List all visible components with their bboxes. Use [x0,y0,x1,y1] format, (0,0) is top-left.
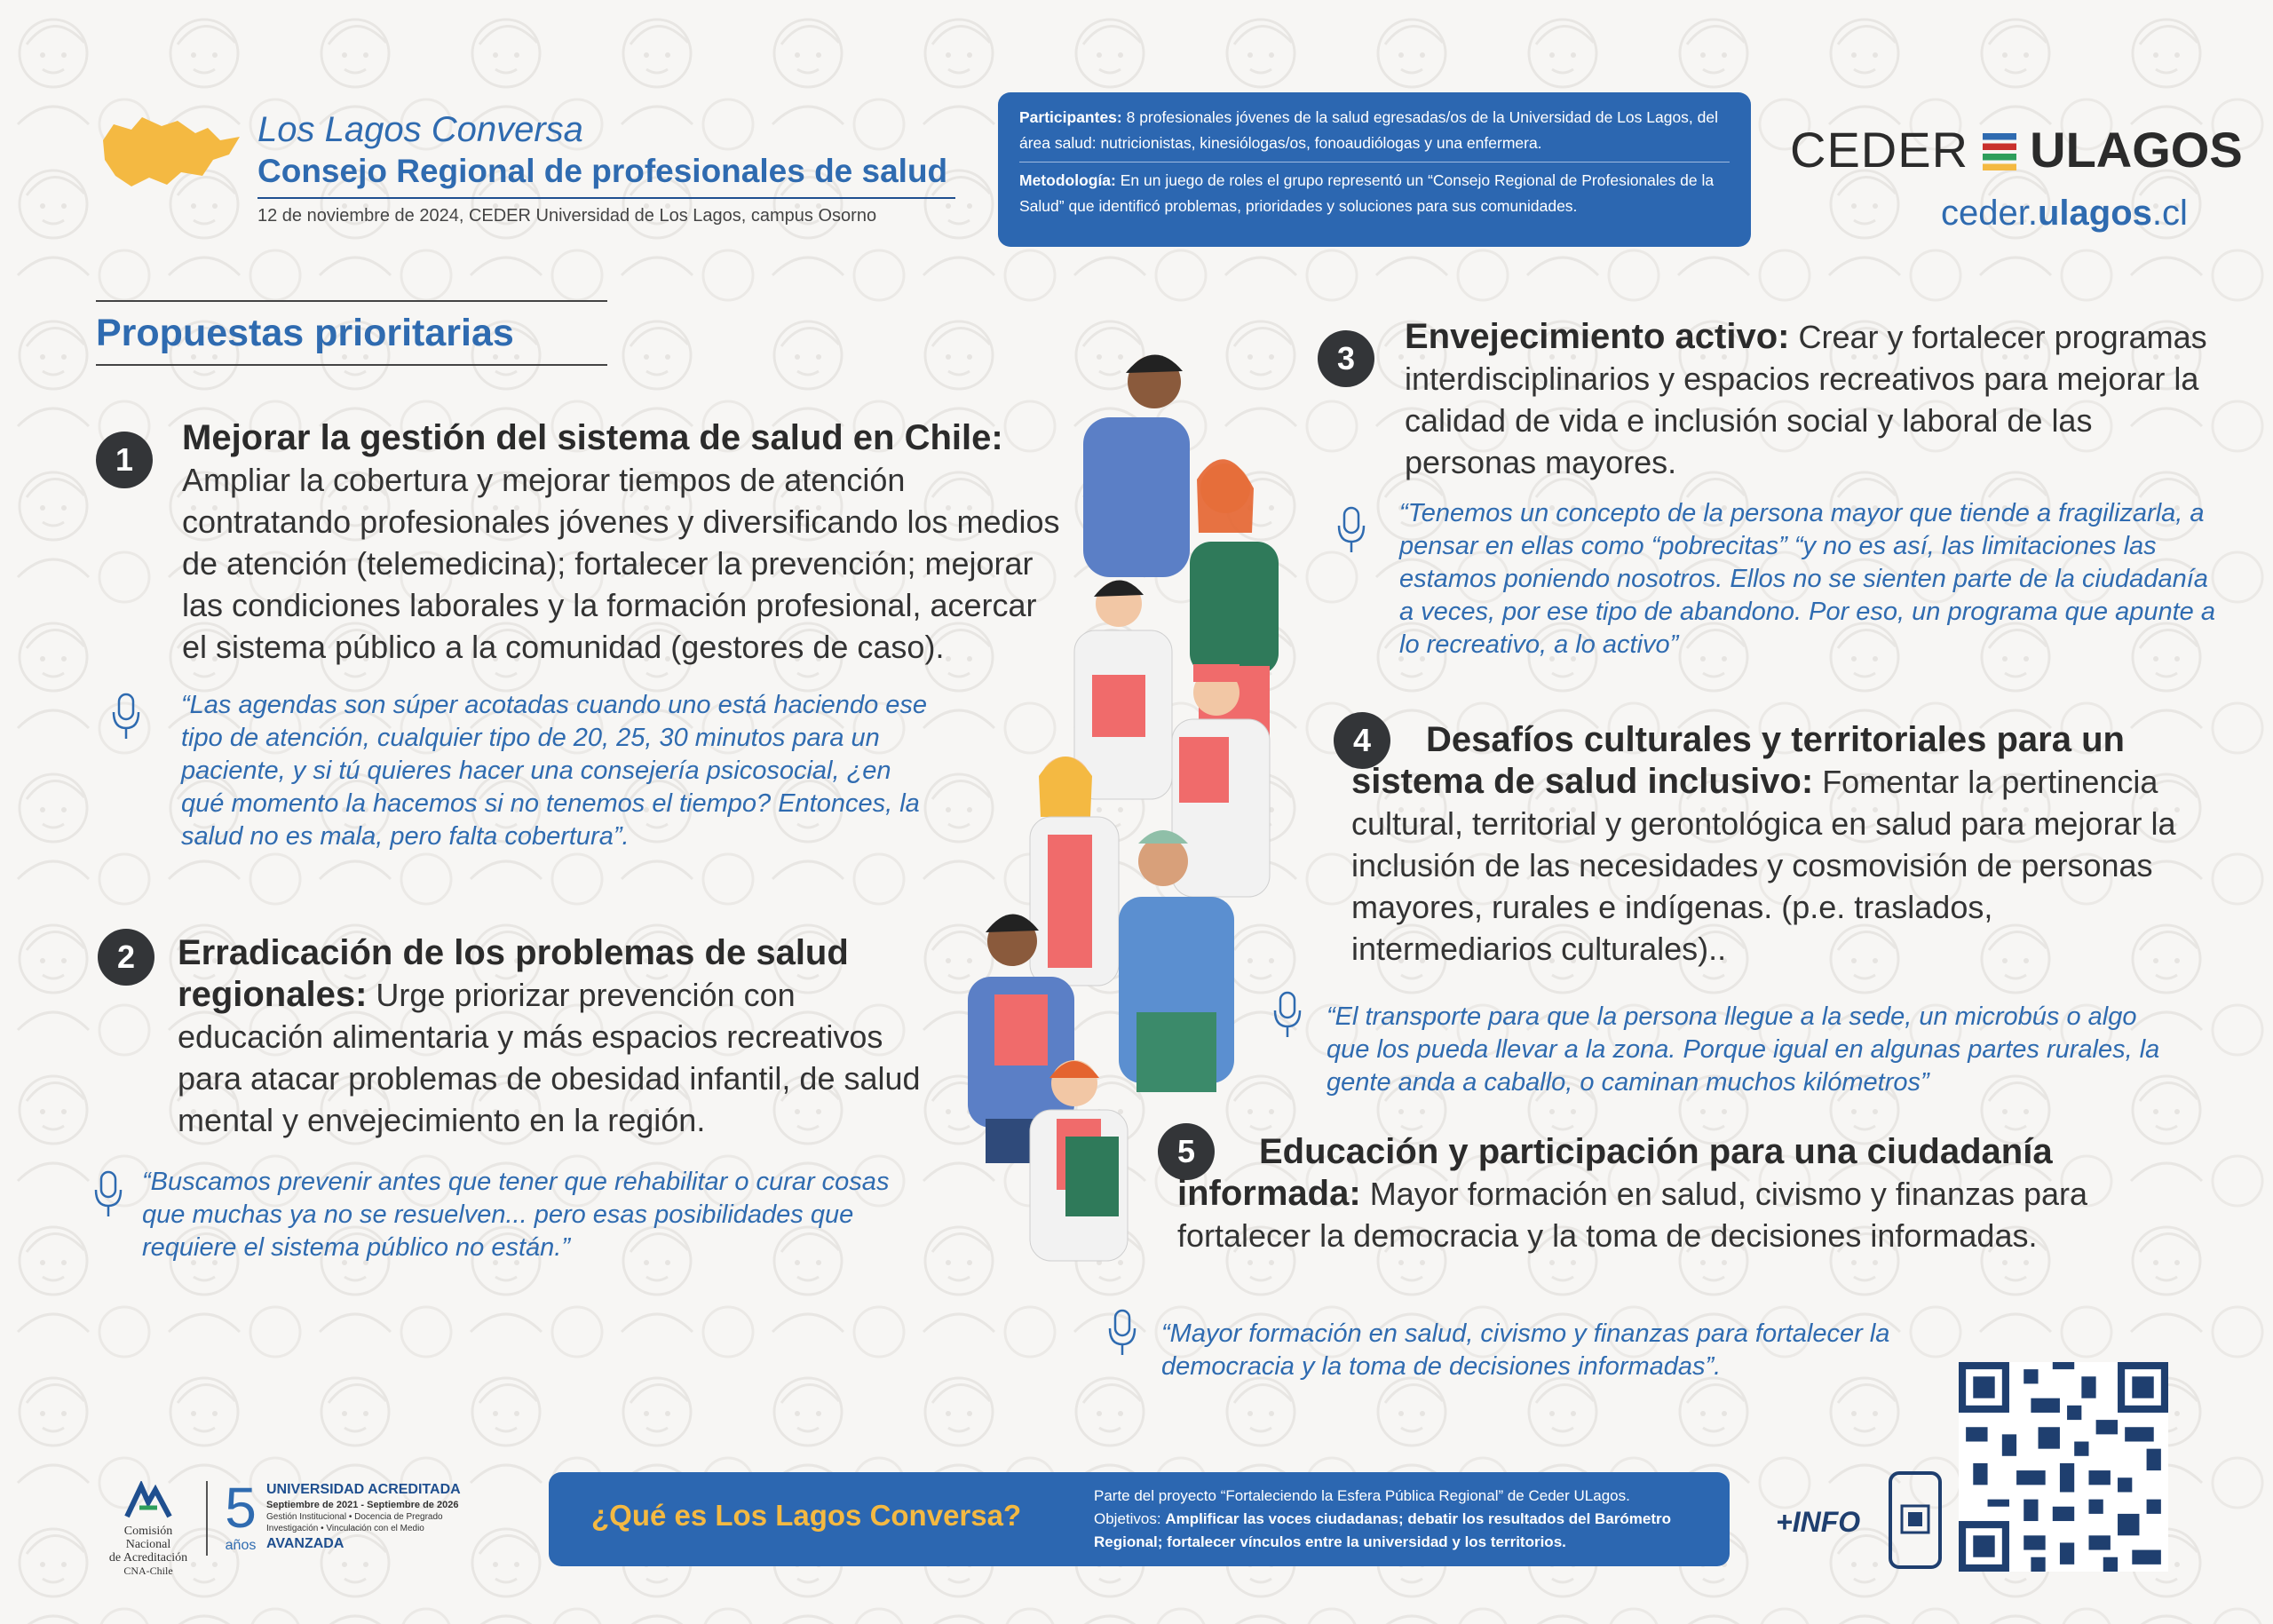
about-objectives-label: Objetivos: [1094,1510,1166,1527]
ceder-ulagos-logo [1790,122,2243,178]
doctor-figure [1083,354,1190,577]
proposal-1-title: Mejorar la gestión del sistema de salud en Chile: [182,418,1003,457]
participants-label: Participantes: [1019,108,1122,126]
proposal-4-text: Fomentar la pertinencia cultural, territorial y gerontológica en salud para mejorar la inclusión de las necesidades y cosmovisión de personas mayores, rurales e indígenas. (p.e. traslados, intermediarios culturales).. [1351,764,2176,967]
about-question: ¿Qué es Los Lagos Conversa? [591,1499,1022,1532]
proposal-1 [182,417,1070,668]
proposal-4-number: 4 [1334,712,1390,769]
doctor-figure [1074,580,1172,799]
proposal-3-title: Envejecimiento activo: [1405,317,1790,356]
proposal-2-title: Erradicación de los problemas de salud regionales: [178,933,849,1014]
qr-code[interactable] [1959,1362,2168,1572]
header-subtitle: Consejo Regional de profesionales de salud [257,153,948,189]
proposal-2 [178,932,923,1141]
logo-ceder: CEDER [1790,122,1969,178]
los-lagos-map-icon [96,114,245,190]
method-label: Metodología: [1019,171,1116,189]
proposal-3 [1405,316,2222,483]
microphone-icon [91,1170,126,1218]
proposal-3-quote: “Tenemos un concepto de la persona mayor que tiende a fragilizarla, a pensar en ellas como “pobrecitas” “y no es así, las limitaciones las estamos poniendo nosotros. Ellos no se sienten parte de la ciudadanía a veces, por ese tipo de abandono. Por eso, un programa que apunte a lo recreativo, a lo activo” [1399,499,2215,659]
method-text: En un juego de roles el grupo representó un “Consejo Regional de Profesionales de la Salud” que identificó problemas, prioridades y soluciones para sus comunidades. [1019,171,1715,215]
proposal-5-number: 5 [1158,1123,1215,1180]
proposal-5-quote: “Mayor formación en salud, civismo y finanzas para fortalecer la democracia y la toma de decisiones informadas”. [1161,1319,1890,1381]
proposal-4 [1351,719,2186,970]
proposal-3-number: 3 [1318,330,1374,387]
header-title: Los Lagos Conversa [257,110,583,149]
proposal-5 [1177,1131,2127,1256]
proposal-1-text: Ampliar la cobertura y mejorar tiempos de atención contratando profesionales jóvenes y diversificando los medios de atención (telemedicina); fortalecer la prevención; mejorar las condiciones laborales y la formación profesional, acercar el sistema público a la comunidad (gestores de caso). [182,462,1060,665]
proposal-2-text: Urge priorizar prevención con educación alimentaria y más espacios recreativos para atacar problemas de obesidad infantil, de salud mental y envejecimiento en la región. [178,977,921,1138]
proposal-2-number: 2 [98,929,154,986]
accreditation-divider [206,1481,208,1556]
accreditation-years: 5 años [225,1476,257,1553]
proposal-1-number: 1 [96,432,153,488]
proposal-4-quote: “El transporte para que la persona llegue a la sede, un microbús o algo que los pueda llevar a la zona. Porque igual en algunas partes rurales, la gente anda a caballo, o caminan muchos kilómetros” [1327,1002,2160,1097]
ceder-url[interactable]: ceder.ulagos.cl [1941,194,2188,233]
proposal-2-quote: “Buscamos prevenir antes que tener que rehabilitar o curar cosas que muchas ya no se resuelven... pero esas posibilidades que requiere el sistema público no están.” [142,1168,890,1262]
microphone-icon [1334,506,1369,554]
more-info-label[interactable]: +INFO [1776,1506,1861,1538]
proposal-5-title: Educación y participación para una ciudadanía informada: [1177,1132,2053,1213]
logo-ulagos: ULAGOS [2030,122,2243,178]
header-rule [257,197,955,199]
cna-logo: Comisión Nacional de Acreditación CNA-Chile [101,1481,195,1577]
participants-box [998,92,1751,247]
header-date: 12 de noviembre de 2024, CEDER Universidad de Los Lagos, campus Osorno [257,206,877,226]
proposal-1-quote: “Las agendas son súper acotadas cuando uno está haciendo ese tipo de atención, cualquier tipo de 20, 25, 30 minutos para un paciente, y si tú quieres hacer una consejería psicosocial, ¿en qué momento la hacemos si no tenemos el tiempo? Entonces, la salud no es mala, pero falta cobertura”. [181,691,928,851]
proposal-5-text: Mayor formación en salud, civismo y finanzas para fortalecer la democracia y la toma de decisiones informadas. [1177,1176,2088,1254]
phone-qr-icon [1888,1470,1943,1570]
cna-mark-icon [122,1481,175,1520]
accreditation-text: UNIVERSIDAD ACREDITADA Septiembre de 2021 - Septiembre de 2026 Gestión Institucional • Docencia de Pregrado Investigación • Vinculación con el Medio AVANZADA [266,1482,461,1551]
about-box [549,1472,1730,1566]
proposal-3-text: Crear y fortalecer programas interdisciplinarios y espacios recreativos para mejorar la calidad de vida e inclusión social y laboral de las personas mayores. [1405,319,2207,480]
proposal-4-title: Desafíos culturales y territoriales para un sistema de salud inclusivo: [1351,720,2125,801]
about-project: Parte del proyecto “Fortaleciendo la Esfera Pública Regional” de Ceder ULagos. [1094,1487,1630,1504]
participants-text: 8 profesionales jóvenes de la salud egresadas/os de la Universidad de Los Lagos, del área salud: nutricionistas, kinesiólogas/os, fonoaudiólogas y una enfermera. [1019,108,1719,152]
logo-stripes-icon [1983,133,2016,170]
microphone-icon [108,693,144,741]
section-rule-bottom [96,364,607,366]
about-objectives-text: Amplificar las voces ciudadanas; debatir los resultados del Barómetro Regional; fortalecer vínculos entre la universidad y los territorios. [1094,1510,1671,1550]
section-title: Propuestas prioritarias [96,312,514,354]
